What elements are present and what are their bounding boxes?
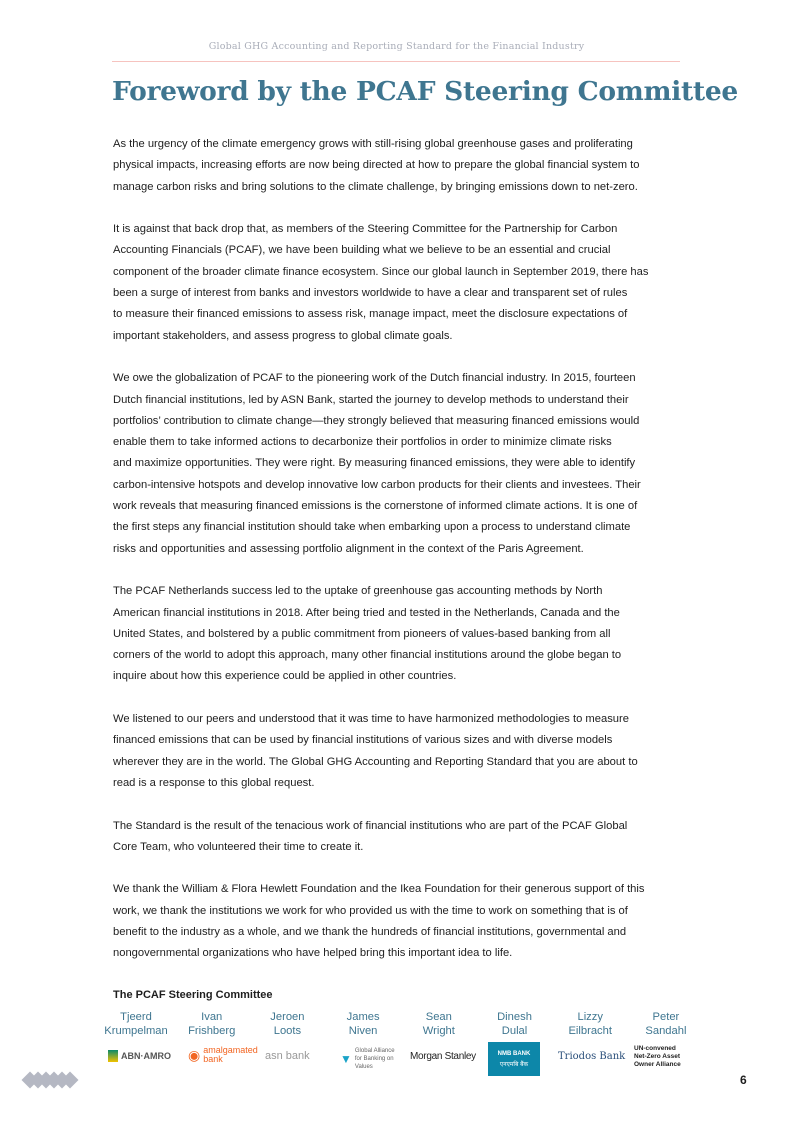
member-last-name: Sandahl — [645, 1025, 687, 1037]
member-last-name: Wright — [422, 1025, 455, 1037]
abn-shield-icon — [108, 1050, 118, 1062]
text-line: United States, and bolstered by a public commitment from pioneers of values-based banking from all — [113, 627, 611, 640]
text-line: important stakeholders, and assess progress to global climate goals. — [113, 329, 453, 342]
member-last-name: Frishberg — [188, 1025, 236, 1037]
member-first-name: Tjeerd — [120, 1011, 152, 1023]
nzaoa-logo — [634, 1045, 690, 1069]
member-first-name: Lizzy — [577, 1011, 603, 1023]
logo-text: Triodos Bank — [558, 1051, 626, 1062]
logo-text: Global Alliance for Banking on Values — [354, 1048, 395, 1070]
amalgamated-logo — [188, 1046, 258, 1064]
morgan-stanley-logo — [410, 1051, 476, 1062]
text-line: carbon-intensive hotspots and develop innovative low carbon products for their clients and investees. Their — [113, 478, 641, 491]
text-line: corners of the world to adopt this approach, many other financial institutions around the globe began to — [113, 649, 622, 662]
member-name — [179, 1010, 245, 1038]
member-name — [557, 1010, 623, 1038]
text-line: Dutch financial institutions, led by ASN Bank, started the journey to develop methods to understand their — [113, 393, 629, 406]
text-line: We thank the William & Flora Hewlett Foundation and the Ikea Foundation for their generous support of this — [113, 883, 645, 896]
logo-text: amalgamated bank — [203, 1045, 258, 1064]
logo-text: UN-convened Net-Zero Asset Owner Alliance — [634, 1045, 681, 1068]
text-line: As the urgency of the climate emergency grows with still-rising global greenhouse gases and proliferating — [113, 138, 633, 150]
member-last-name: Niven — [348, 1025, 378, 1037]
text-line: read is a response to this global request. — [113, 776, 315, 789]
text-line: financed emissions that can be used by financial institutions of various sizes and with diverse models — [113, 734, 613, 747]
header-divider — [112, 61, 680, 62]
member-name — [633, 1010, 699, 1038]
text-line: the first steps any financial institution should take when embarking upon a process to understand climate — [113, 521, 631, 534]
member-name — [103, 1010, 169, 1038]
member-last-name: Loots — [273, 1025, 302, 1037]
text-line: manage carbon risks and bring solutions to the climate challenge, by bringing emissions down to net-zero. — [113, 180, 638, 193]
committee-heading: The PCAF Steering Committee — [113, 989, 273, 1001]
logo-text: ABN·AMRO — [121, 1051, 171, 1061]
page-number: 6 — [740, 1073, 747, 1087]
member-name — [482, 1010, 548, 1038]
text-line: wherever they are in the world. The Global GHG Accounting and Reporting Standard that you are about to — [113, 755, 638, 768]
paragraph — [113, 134, 693, 198]
paragraph — [113, 816, 693, 859]
text-line: Core Team, who volunteered their time to create it. — [113, 840, 364, 853]
paragraph — [113, 581, 693, 687]
text-line: We listened to our peers and understood that it was time to have harmonized methodologies to measure — [113, 713, 629, 726]
member-name — [406, 1010, 472, 1038]
text-line: component of the broader climate finance ecosystem. Since our global launch in September 2019, there has — [113, 265, 649, 278]
paragraph — [113, 219, 693, 347]
running-header: Global GHG Accounting and Reporting Standard for the Financial Industry — [208, 41, 585, 52]
member-first-name: Jeroen — [270, 1011, 305, 1023]
amalgamated-icon: ◉ — [188, 1046, 201, 1063]
text-line: It is against that back drop that, as members of the Steering Committee for the Partnership for Carbon — [113, 223, 618, 236]
page-title: Foreword by the PCAF Steering Committee — [112, 76, 738, 107]
text-line: The PCAF Netherlands success led to the uptake of greenhouse gas accounting methods by North — [113, 585, 603, 598]
text-line: portfolios’ contribution to climate change—they strongly believed that measuring financed emissions would — [113, 414, 640, 427]
text-line: been a surge of interest from banks and investors worldwide to have a clear and transparent set of rules — [113, 287, 628, 300]
committee-members — [103, 1010, 699, 1038]
nmb-bank-logo: NMB BANK एनएमबि बैंक — [488, 1042, 540, 1076]
member-first-name: Ivan — [201, 1011, 223, 1023]
text-line: Accounting Financials (PCAF), we have been building what we believe to be an essential and crucial — [113, 244, 611, 257]
member-logos — [108, 1042, 688, 1078]
text-line: physical impacts, increasing efforts are now being directed at how to prepare the global financial system to — [113, 159, 640, 172]
asn-bank-logo — [265, 1050, 310, 1062]
logo-text: asn bank — [265, 1050, 310, 1062]
text-line: American financial institutions in 2018. After being tried and tested in the Netherlands, Canada and the — [113, 606, 620, 619]
text-line: nongovernmental organizations who have helped bring this important idea to life. — [113, 947, 513, 960]
member-last-name: Dulal — [501, 1025, 528, 1037]
abn-amro-logo — [108, 1050, 171, 1062]
text-line: We owe the globalization of PCAF to the pioneering work of the Dutch financial industry. In 2015, fourteen — [113, 372, 636, 385]
member-name — [254, 1010, 320, 1038]
gabv-logo — [340, 1047, 400, 1071]
text-line: inquire about how this experience could be applied in other countries. — [113, 670, 457, 683]
member-first-name: Dinesh — [497, 1011, 532, 1023]
paragraph — [113, 709, 693, 794]
text-line: and maximize opportunities. They were right. By measuring financed emissions, they were able to identify — [113, 457, 636, 470]
paragraph — [113, 368, 693, 560]
text-line: to measure their financed emissions to assess risk, manage impact, meet the disclosure expectations of — [113, 308, 628, 321]
text-line: risks and opportunities and assessing portfolio alignment in the context of the Paris Agreement. — [113, 542, 584, 555]
member-first-name: Sean — [425, 1011, 452, 1023]
paragraph — [113, 879, 693, 964]
text-line: work, we thank the institutions we work for who provided us with the time to work on something that is of — [113, 904, 628, 917]
text-line: enable them to take informed actions to decarbonize their portfolios in order to minimize climate risks — [113, 436, 612, 449]
member-name — [330, 1010, 396, 1038]
member-last-name: Eilbracht — [568, 1025, 612, 1037]
logo-text: NMB BANK — [497, 1050, 531, 1057]
triodos-logo — [558, 1051, 625, 1062]
text-line: work reveals that measuring financed emissions is the cornerstone of informed climate actions. It is one of — [113, 500, 638, 513]
logo-text: Morgan Stanley — [410, 1051, 476, 1062]
foreword-body — [113, 134, 693, 986]
text-line: The Standard is the result of the tenacious work of financial institutions who are part of the PCAF Global — [113, 819, 628, 832]
member-first-name: Peter — [652, 1011, 680, 1023]
text-line: benefit to the industry as a whole, and we thank the hundreds of financial institutions, governmental and — [113, 925, 627, 938]
pcaf-diamonds-icon — [24, 1074, 72, 1086]
member-last-name: Krumpelman — [104, 1025, 168, 1037]
member-first-name: James — [346, 1011, 380, 1023]
gabv-icon: ▼ — [340, 1052, 352, 1066]
